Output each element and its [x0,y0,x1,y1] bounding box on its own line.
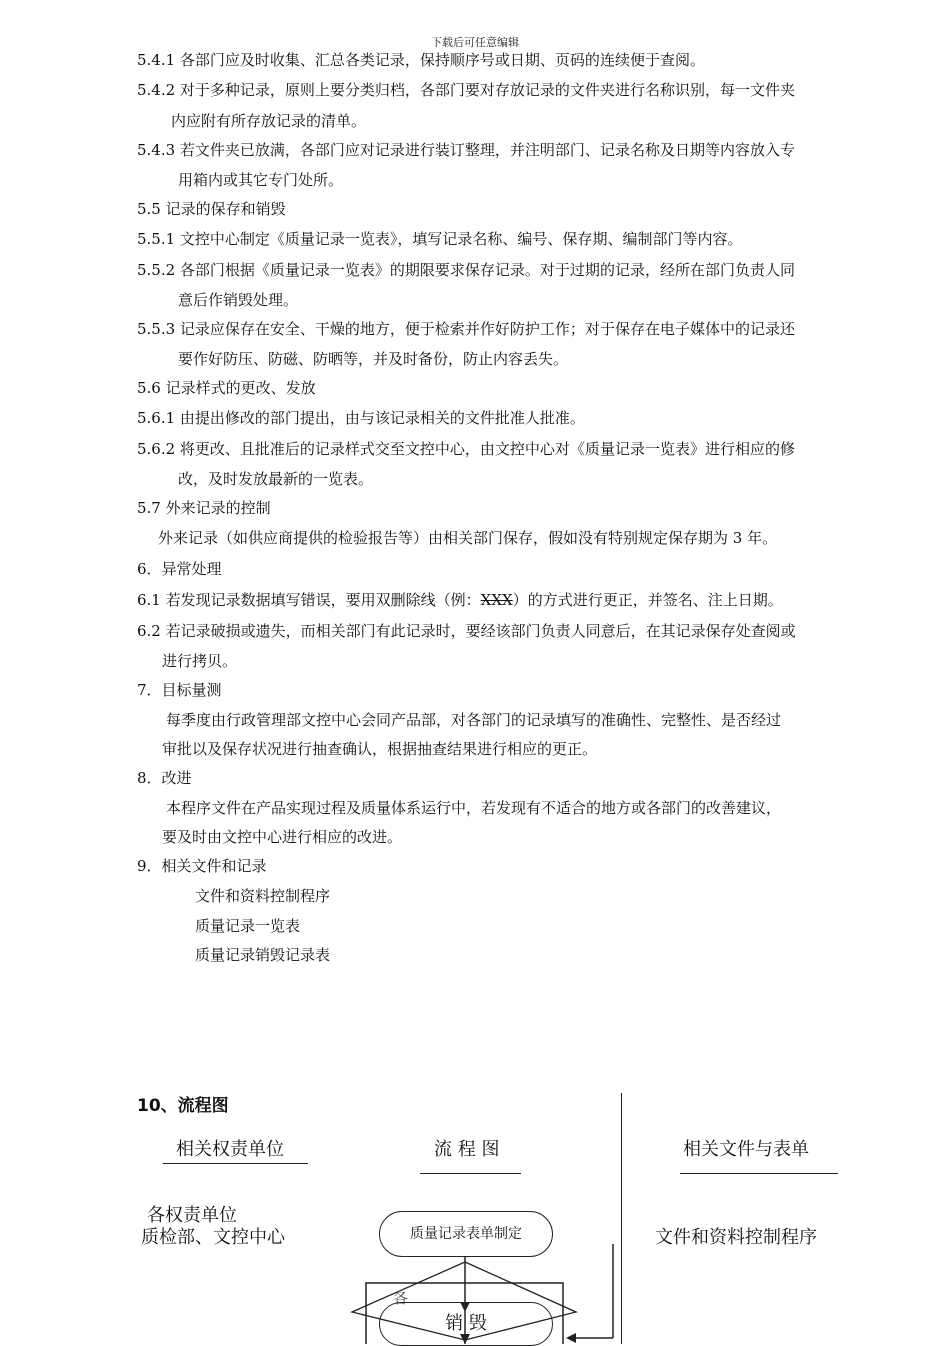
body-line-l8b: 要及时由文控中心进行相应的改进。 [162,828,403,846]
section-10-title: 10、流程图 [137,1096,229,1116]
body-line-l543a: 5.4.3 若文件夹已放满，各部门应对记录进行装订整理，并注明部门、记录名称及日期等内容放入专 [137,141,795,159]
body-line-l9b: 质量记录一览表 [195,917,301,935]
body-line-l551: 5.5.1 文控中心制定《质量记录一览表》，填写记录名称、编号、保存期、编制部门等内容。 [137,230,743,248]
body-line-l553a: 5.5.3 记录应保存在安全、干燥的地方，便于检索并作好防护工作；对于保存在电子媒体中的记录还 [137,320,795,338]
body-line-l62b: 进行拷贝。 [162,652,238,670]
body-line-l9a: 文件和资料控制程序 [195,887,331,905]
body-line-l542a: 5.4.2 对于多种记录，原则上要分类归档，各部门要对存放记录的文件夹进行名称识别，每一文件夹 [137,81,795,99]
body-line-l542b: 内应附有所存放记录的清单。 [171,112,367,130]
body-line-l7a: 每季度由行政管理部文控中心会同产品部，对各部门的记录填写的准确性、完整性、是否经过 [166,711,782,729]
body-line-l57a: 外来记录（如供应商提供的检验报告等）由相关部门保存，假如没有特别规定保存期为 3 年。 [158,529,778,547]
flow-node-record-form-creation: 质量记录表单制定 [379,1211,553,1257]
body-line-l562a: 5.6.2 将更改、且批准后的记录样式交至文控中心，由文控中心对《质量记录一览表》进行相应的修 [137,440,795,458]
body-line-l55: 5.5 记录的保存和销毁 [137,200,286,218]
resp-unit-1: 各权责单位 [147,1205,237,1226]
line-6-1-strike-example: XXX [480,591,513,609]
line-6-1-before: 6.1 若发现记录数据填写错误，要用双删除线（例： [137,591,481,609]
body-line-l9c: 质量记录销毁记录表 [195,946,331,964]
body-line-l561: 5.6.1 由提出修改的部门提出，由与该记录相关的文件批准人批准。 [137,409,585,427]
body-line-l7b: 审批以及保存状况进行抽查确认，根据抽查结果进行相应的更正。 [162,740,598,758]
flow-node-destroy: 销 毁 [379,1302,553,1346]
col-docs-heading: 相关文件与表单 [683,1139,809,1160]
col-responsible-heading: 相关权责单位 [176,1139,284,1160]
body-line-l553b: 要作好防压、防磁、防晒等，并及时备份，防止内容丢失。 [178,350,569,368]
body-line-l57: 5.7 外来记录的控制 [137,499,271,517]
body-line-l552b: 意后作销毁处理。 [178,291,299,309]
body-line-l541: 5.4.1 各部门应及时收集、汇总各类记录，保持顺序号或日期、页码的连续便于查阅。 [137,51,705,69]
flow-node-hidden-label: 各 [393,1289,409,1307]
body-line-l7: 7．目标量测 [137,681,222,699]
body-line-l62a: 6.2 若记录破损或遗失，而相关部门有此记录时，要经该部门负责人同意后，在其记录保存处查阅或 [137,622,796,640]
body-line-l9: 9．相关文件和记录 [137,857,267,875]
body-line-l552a: 5.5.2 各部门根据《质量记录一览表》的期限要求保存记录。对于过期的记录，经所在部门负责人同 [137,261,795,279]
body-line-l8: 8．改进 [137,769,192,787]
resp-unit-2: 质检部、文控中心 [141,1227,285,1248]
body-line-l6: 6．异常处理 [137,560,222,578]
flow-arrowhead-return [566,1333,576,1343]
body-line-l8a: 本程序文件在产品实现过程及质量体系运行中，若发现有不适合的地方或各部门的改善建议， [166,799,782,817]
body-line-l56: 5.6 记录样式的更改、发放 [137,379,316,397]
col-flow-heading: 流 程 图 [434,1139,500,1160]
doc-file-control-procedure: 文件和资料控制程序 [655,1227,817,1248]
body-line-l562b: 改，及时发放最新的一览表。 [178,470,374,488]
body-line-l543b: 用箱内或其它专门处所。 [178,171,344,189]
header-note: 下载后可任意编辑 [431,36,519,49]
line-6-1-after: ）的方式进行更正，并签名、注上日期。 [512,591,783,609]
